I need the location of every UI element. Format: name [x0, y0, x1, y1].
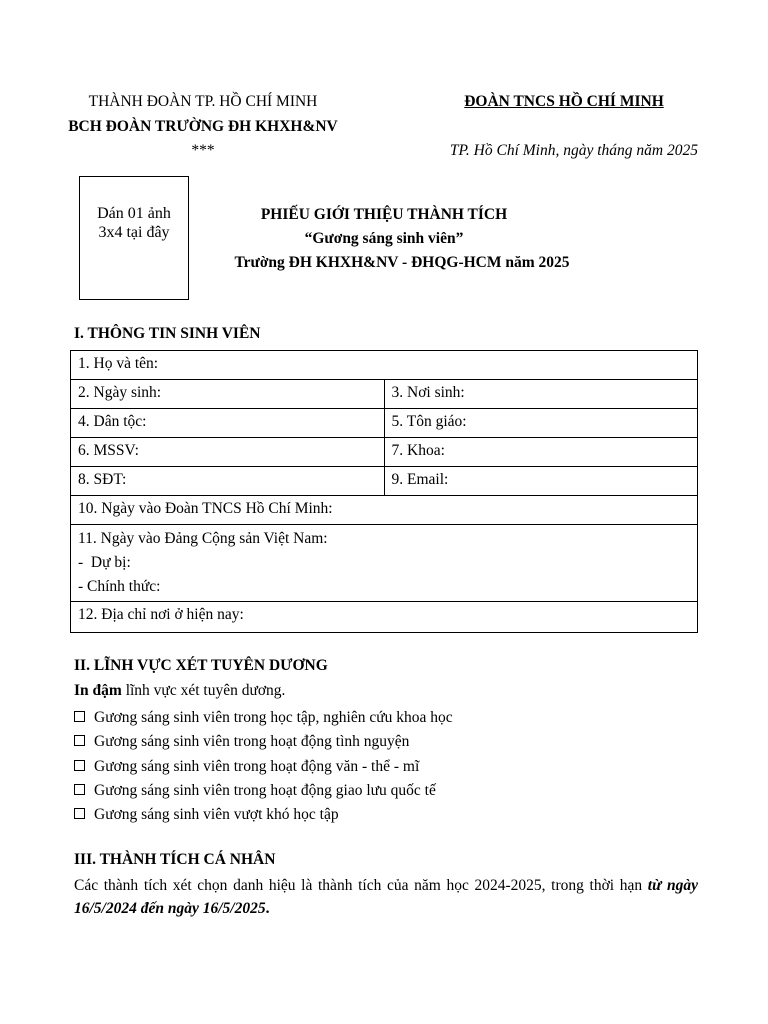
achievements-description — [74, 874, 698, 920]
field-full-name[interactable]: 1. Họ và tên: — [71, 351, 698, 380]
photo-instruction-line1: Dán 01 ảnh — [97, 205, 171, 222]
field-faculty[interactable]: 7. Khoa: — [384, 438, 698, 467]
party-date-label: 11. Ngày vào Đảng Cộng sản Việt Nam: — [78, 530, 328, 547]
section-achievements-title: III. THÀNH TÍCH CÁ NHÂN — [74, 851, 276, 868]
option-label: Gương sáng sinh viên trong hoạt động tình nguyện — [94, 733, 410, 751]
field-party-membership[interactable] — [71, 525, 698, 602]
checkbox-icon[interactable] — [74, 784, 85, 795]
checkbox-icon[interactable] — [74, 808, 85, 819]
option-arts-sports[interactable] — [72, 755, 453, 779]
instruction-bold: In đậm — [74, 682, 122, 699]
achievements-period: từ ngày 16/5/2024 đến ngày 16/5/2025 — [74, 877, 699, 917]
issuer-org: THÀNH ĐOÀN TP. HỒ CHÍ MINH — [88, 93, 318, 110]
option-label: Gương sáng sinh viên trong hoạt động văn - thể - mĩ — [94, 757, 420, 775]
student-info-table — [70, 350, 698, 633]
section-student-info-title: I. THÔNG TIN SINH VIÊN — [74, 325, 261, 342]
field-phone[interactable]: 8. SĐT: — [71, 467, 385, 496]
header-separator: *** — [191, 142, 215, 159]
option-overcoming-hardship[interactable] — [72, 803, 453, 827]
option-label: Gương sáng sinh viên trong hoạt động giao lưu quốc tế — [94, 781, 436, 799]
issuer-suborg: BCH ĐOÀN TRƯỜNG ĐH KHXH&NV — [68, 118, 338, 135]
photo-placeholder — [79, 176, 189, 300]
party-probation-label: - Dự bị: — [78, 554, 131, 571]
achievements-period-end: . — [265, 900, 270, 917]
option-label: Gương sáng sinh viên vượt khó học tập — [94, 806, 339, 824]
instruction-rest: lĩnh vực xét tuyên dương. — [121, 682, 286, 699]
commendation-options — [72, 706, 453, 827]
party-official-label: - Chính thức: — [78, 578, 161, 595]
option-research[interactable] — [72, 706, 453, 730]
field-student-id[interactable]: 6. MSSV: — [71, 438, 385, 467]
checkbox-icon[interactable] — [74, 760, 85, 771]
option-label: Gương sáng sinh viên trong học tập, nghiên cứu khoa học — [94, 709, 453, 726]
field-birthplace[interactable]: 3. Nơi sinh: — [384, 380, 698, 409]
checkbox-icon[interactable] — [74, 711, 85, 722]
union-name: ĐOÀN TNCS HỒ CHÍ MINH — [464, 93, 664, 110]
form-title: PHIẾU GIỚI THIỆU THÀNH TÍCH — [260, 206, 508, 223]
checkbox-icon[interactable] — [74, 735, 85, 746]
field-youth-union-date[interactable]: 10. Ngày vào Đoàn TNCS Hồ Chí Minh: — [71, 496, 698, 525]
commendation-instruction — [74, 682, 285, 700]
option-volunteer[interactable] — [72, 730, 453, 754]
place-date: TP. Hồ Chí Minh, ngày tháng năm 2025 — [449, 142, 698, 159]
photo-instruction-line2: 3x4 tại đây — [98, 224, 170, 241]
option-international[interactable] — [72, 779, 453, 803]
field-religion[interactable]: 5. Tôn giáo: — [384, 409, 698, 438]
form-subtitle-school: Trường ĐH KHXH&NV - ĐHQG-HCM năm 2025 — [234, 254, 570, 271]
field-email[interactable]: 9. Email: — [384, 467, 698, 496]
field-date-of-birth[interactable]: 2. Ngày sinh: — [71, 380, 385, 409]
achievements-text: Các thành tích xét chọn danh hiệu là thành tích của năm học 2024-2025, trong thời hạn — [74, 877, 648, 894]
field-ethnicity[interactable]: 4. Dân tộc: — [71, 409, 385, 438]
field-address[interactable]: 12. Địa chỉ nơi ở hiện nay: — [71, 602, 698, 633]
section-commendation-title: II. LĨNH VỰC XÉT TUYÊN DƯƠNG — [74, 657, 328, 674]
form-subtitle: “Gương sáng sinh viên” — [304, 230, 464, 247]
